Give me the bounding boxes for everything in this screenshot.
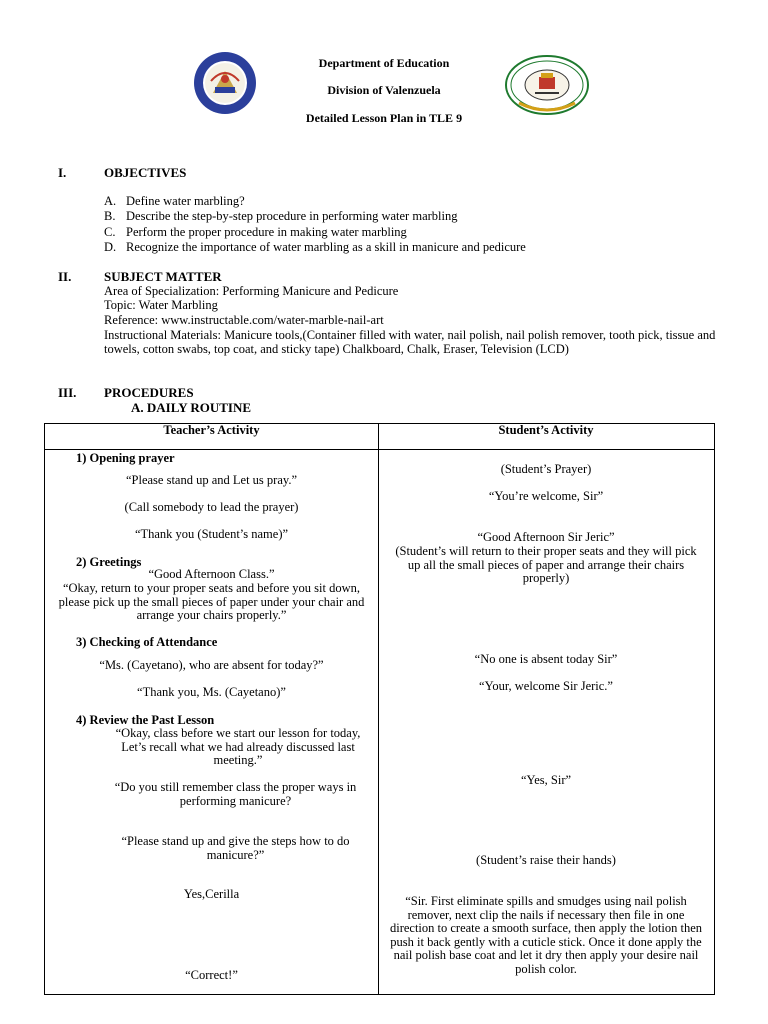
- teacher-line: “Good Afternoon Class.”: [148, 567, 275, 581]
- teacher-heading-review: 4) Review the Past Lesson: [76, 713, 215, 727]
- student-line: “Your, welcome Sir Jeric.”: [479, 679, 613, 693]
- subject-topic: Topic: Water Marbling: [104, 298, 218, 312]
- student-line: (Student’s Prayer): [500, 462, 592, 476]
- teacher-line: “Thank you (Student’s name)”: [134, 527, 289, 541]
- student-line: “Yes, Sir”: [520, 773, 572, 787]
- teacher-line: “Please stand up and give the steps how to do manicure?”: [121, 834, 350, 862]
- student-line: “No one is absent today Sir”: [474, 652, 618, 666]
- teacher-heading-attendance: 3) Checking of Attendance: [76, 635, 218, 649]
- objective-item: A. Define water marbling?: [104, 194, 245, 208]
- objective-item: C. Perform the proper procedure in making water marbling: [104, 225, 407, 239]
- student-line: “Sir. First eliminate spills and smudges using nail polish remover, next clip the nails if necessary then file in one direction to create a smooth surface, then apply the lotion then push it back gently with a cuticle stick. Once it done apply the nail polish base coat and let it dry then apply your desire nail polish color.: [389, 894, 703, 976]
- section-title-procedures: PROCEDURES: [104, 385, 194, 400]
- table-header-divider: [44, 449, 714, 450]
- section-title-subject: SUBJECT MATTER: [104, 269, 222, 284]
- section-number-procedures: III.: [58, 385, 77, 400]
- teacher-line: “Thank you, Ms. (Cayetano)”: [137, 685, 286, 699]
- subsection-daily-routine: A. DAILY ROUTINE: [131, 400, 252, 415]
- student-line: “You’re welcome, Sir”: [488, 489, 604, 503]
- teacher-line: “Okay, class before we start our lesson for today, Let’s recall what we had already discussed last meeting.”: [115, 726, 361, 767]
- section-number-subject: II.: [58, 269, 72, 284]
- teacher-line: (Call somebody to lead the prayer): [124, 500, 299, 514]
- column-header-student: Student’s Activity: [498, 423, 594, 437]
- teacher-heading-greetings: 2) Greetings: [76, 555, 142, 569]
- student-line: (Student’s will return to their proper seats and they will pick up all the small pieces of paper and arrange their chairs properly): [395, 544, 697, 585]
- student-line: (Student’s raise their hands): [476, 853, 616, 867]
- student-line: “Good Afternoon Sir Jeric”: [477, 530, 615, 544]
- subject-reference: Reference: www.instructable.com/water-marble-nail-art: [104, 313, 384, 327]
- teacher-heading-prayer: 1) Opening prayer: [76, 451, 175, 465]
- subject-area: Area of Specialization: Performing Manicure and Pedicure: [104, 284, 399, 298]
- teacher-line: “Okay, return to your proper seats and before you sit down, please pick up the small pieces of paper under your chair and arrange your chairs properly.”: [58, 581, 365, 622]
- teacher-line: “Please stand up and Let us pray.”: [125, 473, 297, 487]
- header-title: Detailed Lesson Plan in TLE 9: [305, 111, 463, 125]
- teacher-line: “Do you still remember class the proper ways in performing manicure?: [114, 780, 357, 808]
- teacher-line: “Ms. (Cayetano), who are absent for today?”: [99, 658, 324, 672]
- teacher-line: Yes,Cerilla: [183, 887, 240, 901]
- section-title-objectives: OBJECTIVES: [104, 165, 187, 180]
- subject-materials: Instructional Materials: Manicure tools,(Container filled with water, nail polish, nail polish remover, tooth pick, tissue and towels, cotton swabs, top coat, and sticky tape) Chalkboard, Chalk, Eraser, Television (LCD): [104, 328, 716, 356]
- header-department: Department of Education: [318, 56, 450, 70]
- section-number-objectives: I.: [58, 165, 67, 180]
- table-column-divider: [378, 423, 379, 994]
- column-header-teacher: Teacher’s Activity: [163, 423, 260, 437]
- header-division: Division of Valenzuela: [327, 83, 441, 97]
- objective-item: B. Describe the step-by-step procedure in performing water marbling: [104, 209, 458, 223]
- objective-item: D. Recognize the importance of water marbling as a skill in manicure and pedicure: [104, 240, 526, 254]
- teacher-line: “Correct!”: [185, 968, 238, 982]
